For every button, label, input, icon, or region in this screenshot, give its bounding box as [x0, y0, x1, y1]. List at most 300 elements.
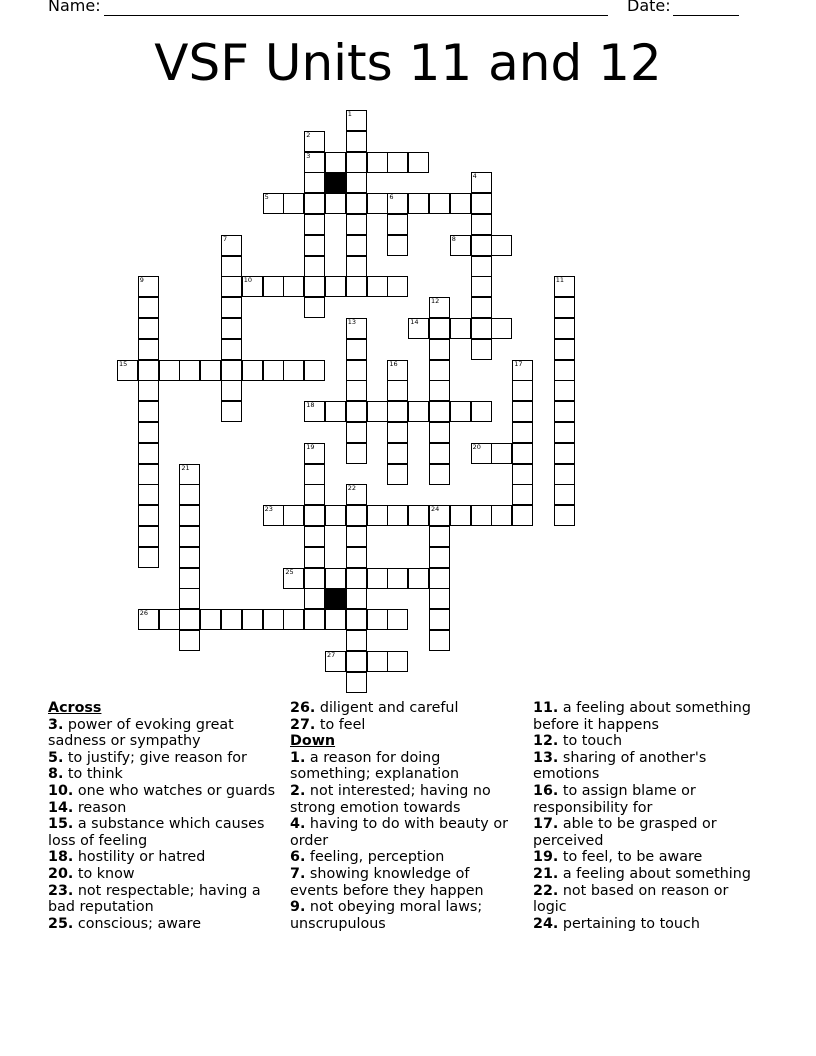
grid-cell[interactable]	[138, 484, 159, 505]
clue-number: 24.	[533, 915, 559, 932]
grid-cell[interactable]	[471, 401, 492, 422]
grid-cell[interactable]	[554, 297, 575, 318]
page-title: VSF Units 11 and 12	[154, 34, 662, 92]
clue-number: 26	[139, 609, 149, 618]
grid-cell[interactable]	[408, 193, 429, 214]
grid-cell[interactable]	[346, 276, 367, 297]
across-clue	[48, 766, 278, 783]
clue-number: 18.	[48, 849, 74, 866]
grid-cell[interactable]	[429, 464, 450, 485]
grid-cell[interactable]	[387, 401, 408, 422]
grid-cell[interactable]	[346, 547, 367, 568]
grid-cell[interactable]	[387, 193, 408, 214]
grid-cell[interactable]	[179, 360, 200, 381]
grid-cell[interactable]	[471, 193, 492, 214]
down-clue	[533, 866, 765, 883]
grid-cell[interactable]	[346, 672, 367, 693]
grid-cell[interactable]	[346, 651, 367, 672]
grid-cell[interactable]	[346, 318, 367, 339]
clue-number: 1.	[290, 749, 306, 766]
clue-number: 17	[514, 359, 523, 368]
grid-cell[interactable]	[304, 401, 325, 422]
grid-cell[interactable]	[429, 193, 450, 214]
name-label: Name:	[48, 0, 101, 15]
down-clue	[533, 883, 765, 916]
grid-cell[interactable]	[471, 318, 492, 339]
grid-cell[interactable]	[263, 609, 284, 630]
grid-cell[interactable]	[263, 505, 284, 526]
grid-cell[interactable]	[221, 360, 242, 381]
clue-text: not respectable; having a bad reputation	[48, 882, 261, 916]
grid-cell[interactable]	[179, 464, 200, 485]
grid-cell[interactable]	[554, 505, 575, 526]
grid-cell[interactable]	[200, 360, 221, 381]
clue-number: 6	[389, 193, 394, 202]
grid-cell[interactable]	[242, 609, 263, 630]
grid-cell[interactable]	[221, 297, 242, 318]
grid-cell[interactable]	[346, 152, 367, 173]
clue-number: 9	[139, 276, 144, 285]
grid-cell[interactable]	[346, 505, 367, 526]
down-heading: Down	[290, 733, 336, 750]
clue-number: 13.	[533, 749, 559, 766]
grid-cell[interactable]	[554, 401, 575, 422]
grid-cell[interactable]	[325, 193, 346, 214]
grid-cell[interactable]	[346, 214, 367, 235]
grid-cell[interactable]	[346, 380, 367, 401]
grid-cell[interactable]	[429, 505, 450, 526]
clue-number: 21	[181, 463, 190, 472]
clue-number: 10	[243, 276, 253, 285]
grid-cell[interactable]	[429, 568, 450, 589]
grid-cell[interactable]	[387, 443, 408, 464]
grid-cell[interactable]	[512, 360, 533, 381]
grid-cell[interactable]	[429, 339, 450, 360]
clue-number: 21.	[533, 865, 559, 882]
grid-cell[interactable]	[283, 609, 304, 630]
across-clue	[48, 800, 278, 817]
grid-cell[interactable]	[221, 318, 242, 339]
grid-cell[interactable]	[283, 360, 304, 381]
clue-number: 12.	[533, 733, 559, 750]
grid-cell[interactable]	[304, 193, 325, 214]
clue-text: sharing of another's emotions	[533, 749, 707, 783]
clue-text: to touch	[558, 733, 623, 750]
grid-cell[interactable]	[367, 651, 388, 672]
down-clue	[533, 816, 765, 849]
grid-cell[interactable]	[304, 297, 325, 318]
grid-cell[interactable]	[554, 422, 575, 443]
grid-cell[interactable]	[304, 464, 325, 485]
grid-cell[interactable]	[387, 505, 408, 526]
grid-cell[interactable]	[138, 609, 159, 630]
grid-cell[interactable]	[408, 505, 429, 526]
grid-cell[interactable]	[387, 360, 408, 381]
grid-cell[interactable]	[429, 401, 450, 422]
clue-text: not obeying moral laws; unscrupulous	[290, 899, 483, 932]
across-clue	[48, 750, 278, 767]
clue-number: 3.	[48, 716, 64, 733]
grid-cell[interactable]	[179, 588, 200, 609]
grid-cell[interactable]	[471, 276, 492, 297]
across-clue	[48, 916, 278, 933]
grid-cell[interactable]	[325, 152, 346, 173]
clue-number: 1	[347, 110, 352, 118]
clue-number: 17.	[533, 816, 559, 833]
clue-number: 25	[285, 567, 294, 576]
clue-number: 18	[306, 401, 315, 410]
grid-cell[interactable]	[138, 422, 159, 443]
grid-cell[interactable]	[408, 568, 429, 589]
grid-cell[interactable]	[138, 297, 159, 318]
grid-cell[interactable]	[325, 651, 346, 672]
grid-cell[interactable]	[471, 443, 492, 464]
across-clue	[48, 866, 278, 883]
clue-column-2	[290, 700, 520, 932]
grid-cell[interactable]	[304, 443, 325, 464]
grid-cell[interactable]	[429, 526, 450, 547]
grid-cell[interactable]	[408, 401, 429, 422]
grid-cell[interactable]	[179, 505, 200, 526]
clue-column-1	[48, 700, 278, 932]
clue-text: to feel, to be aware	[558, 849, 703, 866]
clue-text: a reason for doing something; explanation	[290, 749, 460, 783]
grid-cell[interactable]	[346, 193, 367, 214]
clue-text: pertaining to touch	[558, 915, 700, 932]
clue-text: to think	[63, 766, 123, 783]
grid-cell[interactable]	[304, 214, 325, 235]
grid-cell[interactable]	[179, 526, 200, 547]
across-clue	[48, 783, 278, 800]
grid-cell[interactable]	[159, 360, 180, 381]
clue-number: 25.	[48, 915, 74, 932]
grid-cell[interactable]	[346, 422, 367, 443]
clue-text: conscious; aware	[73, 915, 202, 932]
grid-cell[interactable]	[138, 505, 159, 526]
grid-cell[interactable]	[491, 443, 512, 464]
clue-number: 24	[431, 505, 440, 514]
grid-cell[interactable]	[429, 297, 450, 318]
grid-cell[interactable]	[179, 547, 200, 568]
clue-number: 19.	[533, 849, 559, 866]
grid-cell[interactable]	[283, 505, 304, 526]
grid-cell[interactable]	[512, 484, 533, 505]
grid-cell[interactable]	[346, 339, 367, 360]
clue-number: 5	[264, 193, 269, 202]
grid-cell[interactable]	[429, 360, 450, 381]
grid-cell[interactable]	[554, 443, 575, 464]
clue-number: 8.	[48, 766, 64, 783]
grid-cell[interactable]	[346, 484, 367, 505]
grid-cell[interactable]	[387, 651, 408, 672]
across-clue	[48, 883, 278, 916]
grid-cell[interactable]	[263, 276, 284, 297]
clue-number: 7	[223, 234, 228, 243]
grid-cell[interactable]	[554, 276, 575, 297]
grid-cell[interactable]	[138, 547, 159, 568]
grid-cell[interactable]	[200, 609, 221, 630]
name-line[interactable]	[104, 0, 608, 16]
down-clue	[533, 849, 765, 866]
grid-cell[interactable]	[138, 318, 159, 339]
clue-number: 23	[264, 505, 273, 514]
grid-cell[interactable]	[179, 630, 200, 651]
clue-text: not based on reason or logic	[533, 882, 729, 916]
grid-cell[interactable]	[387, 422, 408, 443]
grid-cell[interactable]	[512, 505, 533, 526]
grid-cell[interactable]	[283, 193, 304, 214]
down-clue	[533, 916, 765, 933]
grid-cell[interactable]	[304, 256, 325, 277]
grid-cell[interactable]	[429, 380, 450, 401]
grid-cell[interactable]	[346, 131, 367, 152]
grid-cell[interactable]	[304, 131, 325, 152]
grid-cell[interactable]	[138, 339, 159, 360]
grid-cell[interactable]	[429, 609, 450, 630]
grid-cell[interactable]	[346, 110, 367, 131]
clue-number: 20.	[48, 865, 74, 882]
clue-text: having to do with beauty or order	[290, 816, 508, 849]
grid-cell[interactable]	[554, 484, 575, 505]
clue-number: 2.	[290, 782, 306, 799]
grid-cell[interactable]	[554, 464, 575, 485]
grid-cell[interactable]	[325, 609, 346, 630]
clue-number: 23.	[48, 882, 74, 899]
clue-text: a substance which causes loss of feeling	[48, 816, 265, 849]
clue-number: 15	[119, 359, 128, 368]
clue-number: 4.	[290, 816, 306, 833]
grid-cell[interactable]	[450, 318, 471, 339]
clue-number: 14	[410, 318, 419, 326]
grid-cell[interactable]	[367, 276, 388, 297]
across-heading: Across	[48, 700, 102, 716]
grid-cell[interactable]	[346, 568, 367, 589]
across-clue	[48, 816, 278, 849]
clue-number: 4	[472, 172, 477, 181]
grid-cell[interactable]	[367, 505, 388, 526]
grid-cell[interactable]	[138, 276, 159, 297]
clue-text: to know	[73, 865, 135, 882]
grid-cell[interactable]	[304, 235, 325, 256]
clue-text: able to be grasped or perceived	[533, 816, 717, 849]
grid-cell[interactable]	[138, 464, 159, 485]
grid-cell[interactable]	[367, 193, 388, 214]
grid-cell[interactable]	[512, 464, 533, 485]
grid-cell[interactable]	[554, 380, 575, 401]
across-clue	[48, 849, 278, 866]
grid-cell[interactable]	[450, 505, 471, 526]
grid-cell[interactable]	[221, 401, 242, 422]
grid-cell[interactable]	[346, 172, 367, 193]
grid-cell[interactable]	[512, 401, 533, 422]
down-clue	[533, 733, 765, 750]
grid-cell[interactable]	[450, 193, 471, 214]
grid-cell[interactable]	[471, 235, 492, 256]
grid-cell[interactable]	[304, 526, 325, 547]
clue-number: 22	[347, 484, 357, 493]
grid-cell[interactable]	[512, 380, 533, 401]
grid-cell[interactable]	[221, 256, 242, 277]
grid-cell[interactable]	[325, 505, 346, 526]
grid-cell[interactable]	[346, 588, 367, 609]
grid-cell[interactable]	[346, 360, 367, 381]
grid-cell[interactable]	[346, 443, 367, 464]
grid-cell[interactable]	[346, 401, 367, 422]
grid-cell[interactable]	[387, 609, 408, 630]
grid-cell[interactable]	[429, 443, 450, 464]
clue-number: 16	[389, 359, 398, 368]
grid-cell[interactable]	[408, 152, 429, 173]
grid-cell[interactable]	[429, 630, 450, 651]
grid-cell[interactable]	[387, 380, 408, 401]
grid-cell[interactable]	[138, 443, 159, 464]
grid-cell[interactable]	[179, 484, 200, 505]
grid-cell[interactable]	[387, 464, 408, 485]
grid-cell[interactable]	[346, 609, 367, 630]
grid-cell[interactable]	[221, 380, 242, 401]
grid-cell[interactable]	[429, 547, 450, 568]
grid-cell[interactable]	[283, 276, 304, 297]
down-clue	[533, 750, 765, 783]
grid-cell[interactable]	[450, 401, 471, 422]
clue-number: 2	[306, 130, 311, 139]
grid-cell[interactable]	[387, 276, 408, 297]
grid-cell[interactable]	[242, 276, 263, 297]
across-clue	[290, 717, 520, 734]
grid-cell[interactable]	[491, 318, 512, 339]
grid-cell[interactable]	[221, 276, 242, 297]
grid-cell[interactable]	[304, 609, 325, 630]
grid-cell[interactable]	[325, 568, 346, 589]
clue-number: 10.	[48, 782, 74, 799]
grid-cell[interactable]	[138, 380, 159, 401]
grid-cell[interactable]	[304, 152, 325, 173]
grid-cell[interactable]	[304, 547, 325, 568]
grid-cell[interactable]	[491, 505, 512, 526]
clue-number: 15.	[48, 816, 74, 833]
clue-text: power of evoking great sadness or sympathy	[48, 716, 234, 750]
grid-cell[interactable]	[429, 318, 450, 339]
grid-cell[interactable]	[242, 360, 263, 381]
grid-cell[interactable]	[471, 172, 492, 193]
grid-cell[interactable]	[304, 276, 325, 297]
grid-cell[interactable]	[554, 318, 575, 339]
grid-cell[interactable]	[512, 422, 533, 443]
grid-cell[interactable]	[221, 339, 242, 360]
grid-cell[interactable]	[471, 256, 492, 277]
black-square	[325, 588, 346, 609]
grid-cell[interactable]	[179, 568, 200, 589]
grid-cell[interactable]	[304, 172, 325, 193]
clue-text: one who watches or guards	[73, 782, 276, 799]
clue-text: diligent and careful	[315, 700, 459, 716]
grid-cell[interactable]	[387, 214, 408, 235]
grid-cell[interactable]	[117, 360, 138, 381]
down-clue	[290, 750, 520, 783]
grid-cell[interactable]	[138, 360, 159, 381]
grid-cell[interactable]	[304, 360, 325, 381]
grid-cell[interactable]	[325, 401, 346, 422]
grid-cell[interactable]	[387, 235, 408, 256]
clue-text: feeling, perception	[305, 849, 445, 866]
grid-cell[interactable]	[471, 214, 492, 235]
down-clue	[533, 700, 765, 733]
grid-cell[interactable]	[367, 609, 388, 630]
clue-number: 6.	[290, 849, 306, 866]
grid-cell[interactable]	[471, 505, 492, 526]
grid-cell[interactable]	[408, 318, 429, 339]
clue-number: 27.	[290, 716, 316, 733]
grid-cell[interactable]	[138, 401, 159, 422]
grid-cell[interactable]	[304, 588, 325, 609]
grid-cell[interactable]	[346, 630, 367, 651]
grid-cell[interactable]	[304, 484, 325, 505]
black-square	[325, 172, 346, 193]
down-clue	[290, 849, 520, 866]
grid-cell[interactable]	[304, 568, 325, 589]
clue-column-3	[533, 700, 765, 932]
grid-cell[interactable]	[387, 152, 408, 173]
grid-cell[interactable]	[429, 422, 450, 443]
clue-number: 22.	[533, 882, 559, 899]
grid-cell[interactable]	[263, 360, 284, 381]
clue-number: 12	[431, 297, 440, 306]
across-clue	[48, 717, 278, 750]
clue-text: showing knowledge of events before they happen	[290, 865, 484, 899]
grid-cell[interactable]	[346, 526, 367, 547]
grid-cell[interactable]	[221, 235, 242, 256]
grid-cell[interactable]	[346, 256, 367, 277]
grid-cell[interactable]	[283, 568, 304, 589]
clue-number: 11.	[533, 700, 559, 716]
grid-cell[interactable]	[346, 235, 367, 256]
grid-cell[interactable]	[554, 360, 575, 381]
grid-cell[interactable]	[221, 609, 242, 630]
clue-text: to justify; give reason for	[63, 749, 247, 766]
clue-text: to assign blame or responsibility for	[533, 782, 696, 816]
grid-cell[interactable]	[491, 235, 512, 256]
grid-cell[interactable]	[450, 235, 471, 256]
grid-cell[interactable]	[512, 443, 533, 464]
clue-number: 14.	[48, 799, 74, 816]
grid-cell[interactable]	[138, 526, 159, 547]
grid-cell[interactable]	[429, 588, 450, 609]
date-line[interactable]	[673, 0, 739, 16]
grid-cell[interactable]	[263, 193, 284, 214]
clue-text: to feel	[315, 716, 366, 733]
clue-number: 26.	[290, 700, 316, 716]
clue-number: 7.	[290, 865, 306, 882]
down-clue	[290, 783, 520, 816]
down-clue	[290, 866, 520, 899]
grid-cell[interactable]	[367, 152, 388, 173]
grid-cell[interactable]	[471, 297, 492, 318]
clue-text: not interested; having no strong emotion towards	[290, 782, 491, 816]
grid-cell[interactable]	[367, 401, 388, 422]
across-clue	[290, 700, 520, 717]
grid-cell[interactable]	[387, 568, 408, 589]
grid-cell[interactable]	[325, 276, 346, 297]
clue-number: 11	[555, 276, 565, 285]
grid-cell[interactable]	[304, 505, 325, 526]
grid-cell[interactable]	[471, 339, 492, 360]
clue-number: 16.	[533, 782, 559, 799]
grid-cell[interactable]	[554, 339, 575, 360]
grid-cell[interactable]	[367, 568, 388, 589]
grid-cell[interactable]	[179, 609, 200, 630]
grid-cell[interactable]	[159, 609, 180, 630]
clue-number: 27	[327, 650, 336, 659]
